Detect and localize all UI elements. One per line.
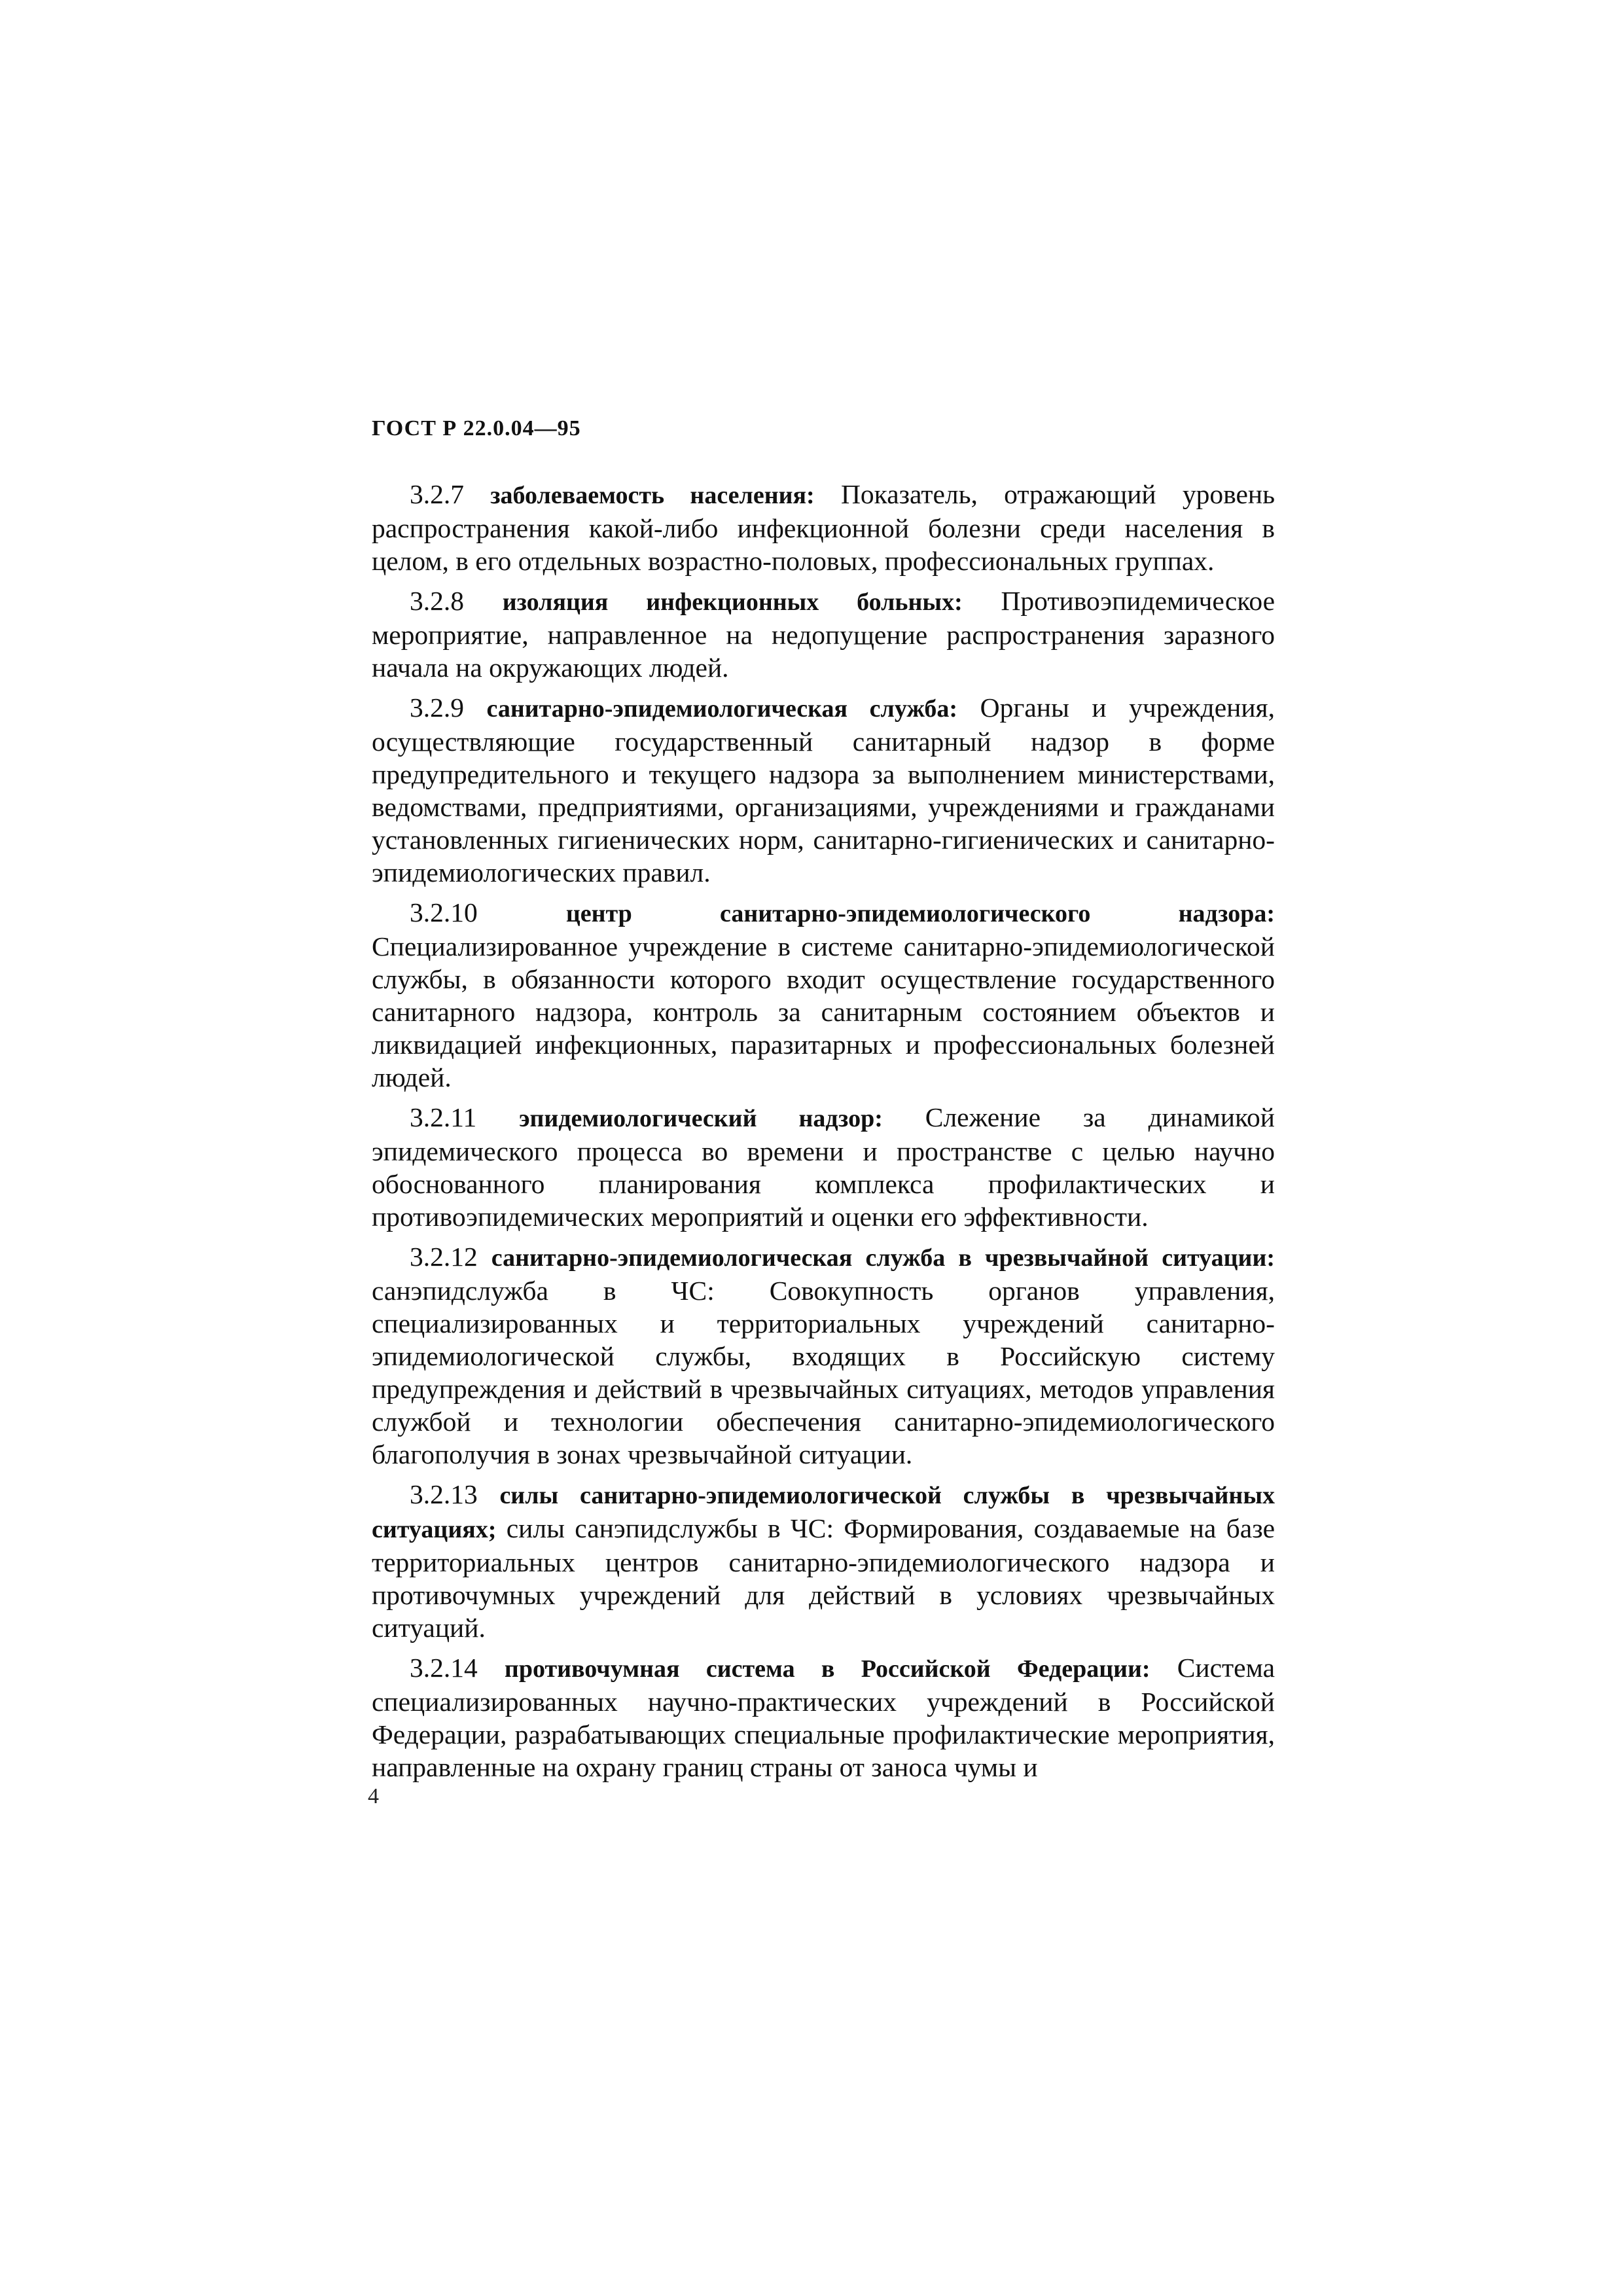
paragraph-number: 3.2.9 [410, 692, 464, 723]
paragraph-number: 3.2.10 [410, 897, 478, 927]
definition-text: Органы и учреждения, осуществляющие государственный санитарный надзор в форме предупредительного и текущего надзора за выполнением министерствами, ведомствами, предприятиями, организациями, учреждениями и гражданами установленных гигиенических норм, санитарно-гигиенических и санитарно-эпидемиологических правил. [372, 692, 1275, 888]
term-heading: санитарно-эпидемиологическая служба в чрезвычайной ситуации: [491, 1244, 1275, 1272]
document-header: ГОСТ Р 22.0.04—95 [372, 416, 581, 440]
definition-text: Слежение за динамикой эпидемического процесса во времени и пространстве с целью научно обоснованного планирования комплекса профилактических и противоэпидемических мероприятий и оценки его эффективности. [372, 1102, 1275, 1232]
paragraph-3-2-7 [372, 478, 1275, 577]
definition-text: Показатель, отражающий уровень распространения какой-либо инфекционной болезни среди населения в целом, в его отдельных возрастно-половых, профессиональных группах. [372, 479, 1275, 576]
paragraph-3-2-9 [372, 691, 1275, 889]
definition-text: санэпидслужба в ЧС: Совокупность органов управления, специализированных и территориальных учреждений санитарно-эпидемиологической службы, входящих в Российскую систему предупреждения и действий в чрезвычайных ситуациях, методов управления службой и технологии обеспечения санитарно-эпидемиологического благополучия в зонах чрезвычайной ситуации. [372, 1276, 1275, 1469]
term-heading: изоляция инфекционных больных: [502, 588, 963, 616]
term-heading: центр санитарно-эпидемиологического надзора: [565, 900, 1275, 927]
term-heading: заболеваемость населения: [490, 482, 815, 509]
term-heading: противочумная система в Российской Федерации: [504, 1655, 1150, 1683]
paragraph-number: 3.2.12 [410, 1242, 478, 1272]
paragraph-3-2-8 [372, 584, 1275, 684]
definition-text: Специализированное учреждение в системе санитарно-эпидемиологической службы, в обязанности которого входит осуществление государственного санитарного надзора, контроль за санитарным состоянием объектов и ликвидацией инфекционных, паразитарных и профессиональных болезней людей. [372, 931, 1275, 1092]
paragraph-number: 3.2.11 [410, 1102, 477, 1132]
paragraph-3-2-11 [372, 1101, 1275, 1233]
paragraph-number: 3.2.7 [410, 479, 464, 509]
term-heading: эпидемиологический надзор: [519, 1105, 883, 1132]
page-number: 4 [368, 1784, 379, 1808]
term-heading: санитарно-эпидемиологическая служба: [486, 695, 958, 723]
paragraph-3-2-14 [372, 1651, 1275, 1784]
document-body [372, 478, 1275, 1791]
definition-text: силы санэпидслужбы в ЧС: Формирования, создаваемые на базе территориальных центров санитарно-эпидемиологического надзора и противочумных учреждений для действий в условиях чрезвычайных ситуаций. [372, 1513, 1275, 1643]
paragraph-3-2-13 [372, 1478, 1275, 1644]
paragraph-3-2-12 [372, 1240, 1275, 1471]
paragraph-number: 3.2.8 [410, 586, 464, 616]
paragraph-number: 3.2.14 [410, 1653, 478, 1683]
definition-text: Противоэпидемическое мероприятие, направленное на недопущение распространения заразного начала на окружающих людей. [372, 586, 1275, 683]
paragraph-3-2-10 [372, 896, 1275, 1094]
paragraph-number: 3.2.13 [410, 1479, 478, 1509]
term-heading: силы санитарно-эпидемиологической службы в чрезвычайных ситуациях; [372, 1482, 1275, 1543]
definition-text: Система специализированных научно-практических учреждений в Российской Федерации, разрабатывающих специальные профилактические мероприятия, направленные на охрану границ страны от заноса чумы и [372, 1653, 1275, 1782]
